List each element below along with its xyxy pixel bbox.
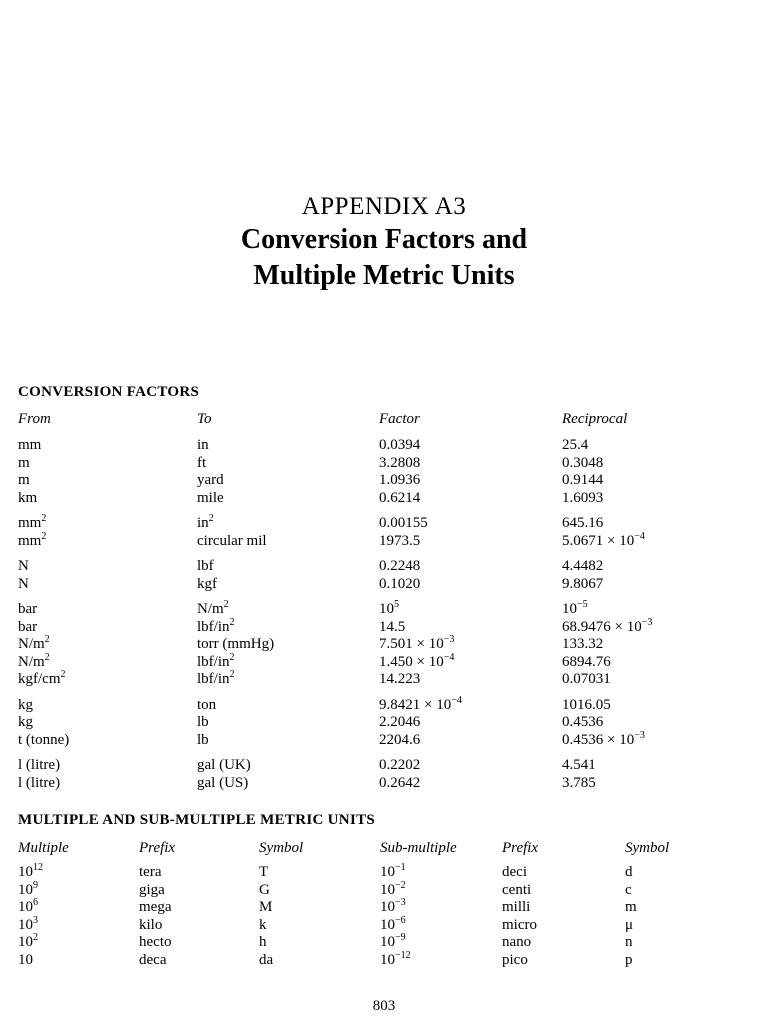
cell-factor: 1973.5 (379, 532, 421, 549)
cell-from: kg (18, 714, 33, 730)
cell-sub: $10^{-9}$ (380, 932, 406, 951)
cell-to: lb (197, 731, 209, 748)
page-title-line-1: Conversion Factors and (240, 224, 528, 255)
cell-to: lbf/$in^2$ (197, 669, 235, 687)
cell-from: bar (18, 601, 38, 617)
cell-sub_prefix: milli (502, 899, 531, 916)
conversion-factors-heading: CONVERSION FACTORS (18, 384, 200, 400)
cell-symbol: h (259, 934, 267, 951)
cell-from: m (18, 472, 30, 488)
cell-to: lb (197, 714, 209, 730)
cell-sub_symbol: c (625, 881, 632, 898)
cell-multiple: $10^3$ (18, 914, 38, 933)
cell-from: $mm^2$ (18, 530, 47, 549)
cell-symbol: k (259, 916, 267, 933)
cell-reciprocal: $0.4536 \times 10^{-3}$ (562, 729, 645, 748)
cell-to: gal (UK) (197, 757, 251, 773)
cell-factor: 0.6214 (379, 489, 421, 506)
cell-reciprocal: 645.16 (562, 515, 604, 531)
cell-from: t (tonne) (18, 731, 70, 748)
cell-prefix: mega (139, 899, 172, 916)
reciprocal-header: Reciprocal (562, 411, 628, 427)
cell-sub_symbol: n (625, 934, 633, 951)
cell-sub: $10^{-2}$ (380, 879, 406, 898)
cell-factor: 0.0394 (379, 437, 421, 453)
cell-reciprocal: 3.785 (562, 774, 596, 791)
cell-factor: $10^5$ (379, 599, 399, 617)
cell-from: mm (18, 437, 42, 453)
cell-reciprocal: 0.9144 (562, 472, 604, 488)
cell-to: in (197, 437, 209, 453)
cell-from: bar (18, 618, 38, 635)
cell-sub_symbol: p (625, 952, 633, 968)
cell-reciprocal: 9.8067 (562, 575, 604, 592)
cell-symbol: da (259, 952, 274, 968)
cell-factor: 14.5 (379, 618, 406, 635)
prefix-header: Prefix (139, 840, 176, 856)
cell-multiple: $10^9$ (18, 879, 38, 898)
cell-to: lbf (197, 558, 214, 574)
cell-from: $N/m^2$ (18, 634, 50, 652)
cell-sub_prefix: micro (502, 916, 537, 933)
cell-reciprocal: 25.4 (562, 437, 589, 453)
cell-sub_symbol: m (625, 899, 637, 916)
cell-multiple: $10^2$ (18, 932, 38, 951)
cell-from: kgf/$cm^2$ (18, 669, 66, 687)
cell-reciprocal: $68.9476 \times 10^{-3}$ (562, 616, 653, 635)
cell-from: m (18, 454, 30, 471)
cell-symbol: G (259, 881, 270, 898)
cell-from: N (18, 558, 29, 574)
cell-factor: 14.223 (379, 671, 421, 687)
cell-prefix: hecto (139, 934, 172, 951)
cell-reciprocal: 0.3048 (562, 454, 604, 471)
cell-sub_prefix: pico (502, 952, 528, 968)
cell-prefix: deca (139, 952, 167, 968)
cell-to: kgf (197, 575, 217, 592)
cell-from: km (18, 489, 38, 506)
sub-symbol-header: Symbol (625, 840, 670, 856)
cell-to: gal (US) (197, 774, 249, 791)
cell-from: kg (18, 696, 33, 713)
cell-sub_symbol: μ (625, 916, 634, 933)
to-header: To (197, 411, 212, 427)
cell-reciprocal: 4.4482 (562, 558, 604, 574)
cell-factor: 0.00155 (379, 515, 428, 531)
page-title-line-2: Multiple Metric Units (253, 260, 515, 291)
cell-from: $N/m^2$ (18, 651, 50, 670)
cell-reciprocal: 0.4536 (562, 714, 604, 730)
cell-sub: $10^{-12}$ (380, 950, 411, 968)
cell-sub_symbol: d (625, 864, 633, 880)
cell-to: torr (mmHg) (197, 636, 275, 652)
cell-reciprocal: 0.07031 (562, 671, 611, 687)
cell-to: ton (197, 696, 217, 713)
cell-factor: 0.2202 (379, 757, 421, 773)
from-header: From (18, 411, 51, 427)
cell-prefix: tera (139, 864, 162, 880)
cell-sub_prefix: deci (502, 864, 527, 880)
cell-to: $N/m^2$ (197, 599, 229, 617)
cell-to: lbf/$in^2$ (197, 651, 235, 670)
cell-to: ft (197, 454, 207, 471)
cell-to: $in^2$ (197, 513, 214, 531)
cell-reciprocal: 4.541 (562, 757, 596, 773)
cell-reciprocal: 6894.76 (562, 653, 611, 670)
cell-prefix: giga (139, 881, 165, 898)
cell-factor: 2204.6 (379, 731, 421, 748)
sub-multiple-header: Sub-multiple (380, 840, 457, 856)
cell-factor: 2.2046 (379, 714, 421, 730)
metric-units-heading: MULTIPLE AND SUB-MULTIPLE METRIC UNITS (18, 812, 376, 828)
cell-factor: 0.2248 (379, 558, 421, 574)
cell-symbol: M (259, 899, 273, 916)
cell-sub_prefix: nano (502, 934, 532, 951)
cell-sub: $10^{-6}$ (380, 914, 406, 933)
cell-multiple: 10 (18, 952, 33, 968)
cell-factor: 0.2642 (379, 774, 421, 791)
cell-from: l (litre) (18, 757, 61, 773)
cell-from: l (litre) (18, 774, 61, 791)
page-number: 803 (372, 998, 396, 1014)
cell-sub: $10^{-1}$ (380, 862, 406, 880)
cell-factor: 0.1020 (379, 575, 421, 592)
cell-prefix: kilo (139, 916, 163, 933)
cell-factor: $1.450 \times 10^{-4}$ (379, 651, 455, 670)
multiple-header: Multiple (18, 840, 69, 856)
cell-from: N (18, 575, 29, 592)
cell-reciprocal: 1.6093 (562, 489, 604, 506)
cell-factor: $7.501 \times 10^{-3}$ (379, 634, 455, 652)
factor-header: Factor (379, 411, 420, 427)
cell-to: circular mil (197, 532, 267, 549)
cell-from: $mm^2$ (18, 513, 47, 531)
cell-to: lbf/$in^2$ (197, 616, 235, 635)
symbol-header: Symbol (259, 840, 304, 856)
cell-factor: 3.2808 (379, 454, 421, 471)
cell-sub_prefix: centi (502, 881, 532, 898)
cell-sub: $10^{-3}$ (380, 897, 406, 916)
appendix-label: APPENDIX A3 (301, 193, 467, 220)
cell-to: mile (197, 489, 224, 506)
cell-reciprocal: $10^{-5}$ (562, 599, 588, 617)
cell-multiple: $10^6$ (18, 897, 38, 916)
cell-factor: $9.8421 \times 10^{-4}$ (379, 694, 462, 713)
cell-reciprocal: 133.32 (562, 636, 604, 652)
cell-factor: 1.0936 (379, 472, 421, 488)
cell-to: yard (197, 472, 224, 488)
cell-multiple: $10^{12}$ (18, 862, 43, 880)
cell-reciprocal: 1016.05 (562, 696, 611, 713)
cell-reciprocal: $5.0671 \times 10^{-4}$ (562, 530, 645, 549)
cell-symbol: T (259, 864, 269, 880)
sub-prefix-header: Prefix (502, 840, 539, 856)
